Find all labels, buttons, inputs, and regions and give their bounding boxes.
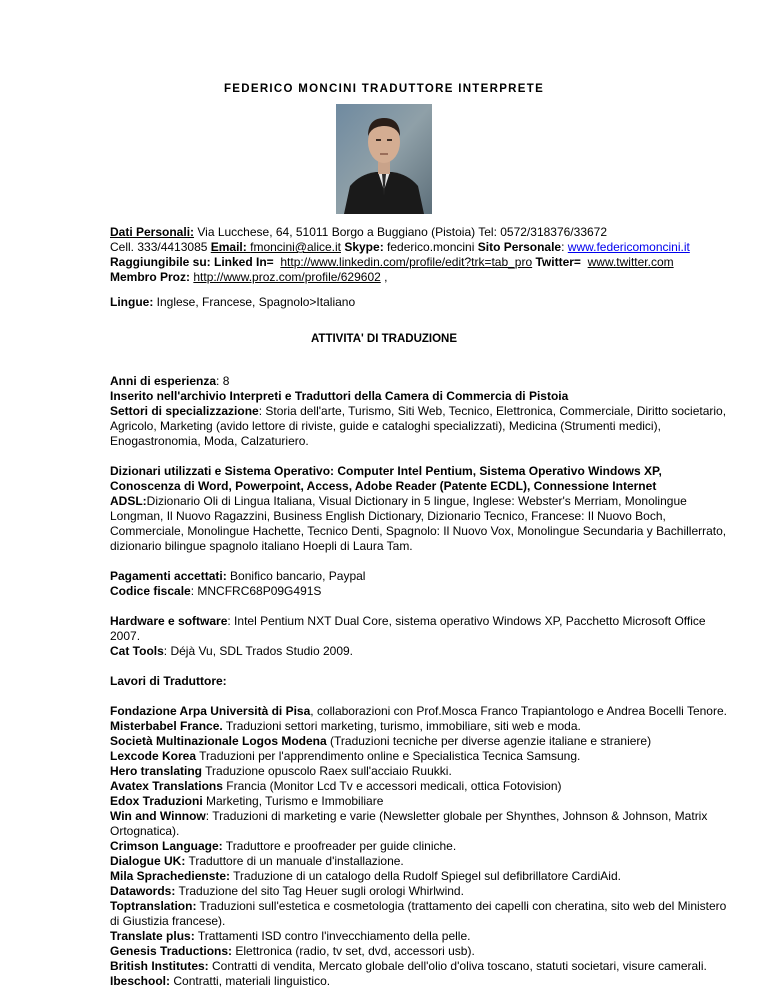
dictionaries-line-5: Commerciale, Monolingue Hachette, Tecnico Denti, Spagnolo: Il Nuovo Vox, Monolingue Secundaria y Bachillerrato, bbox=[110, 524, 727, 538]
work-item bbox=[110, 764, 722, 779]
work-description: Traduzione del sito Tag Heuer sugli orologi Whirlwind. bbox=[175, 884, 464, 898]
work-item bbox=[110, 899, 727, 914]
work-item bbox=[110, 974, 722, 989]
work-item bbox=[110, 944, 722, 959]
work-item bbox=[110, 734, 722, 749]
work-item bbox=[110, 839, 722, 854]
work-client: Crimson Language: bbox=[110, 839, 223, 853]
dictionaries-line-6: dizionario bilingue spagnolo italiano Hoepli di Laura Tam. bbox=[110, 539, 413, 553]
work-client: Mila Sprachedienste: bbox=[110, 869, 231, 883]
work-description: Trattamenti ISD contro l'invecchiamento della pelle. bbox=[194, 929, 471, 943]
cell-text: Cell. 333/4413085 bbox=[110, 240, 211, 254]
work-description: Traduttore e proofreader per guide cliniche. bbox=[222, 839, 457, 853]
work-description: : Traduzioni di marketing e varie (Newsletter globale per Shynthes, Johnson & Johnson, Matrix bbox=[205, 809, 708, 823]
dictionaries-line-2: Conoscenza di Word, Powerpoint, Access, Adobe Reader (Patente ECDL), Connessione Internet bbox=[110, 479, 657, 493]
work-client: Misterbabel France. bbox=[110, 719, 223, 733]
twitter-link[interactable]: www.twitter.com bbox=[587, 255, 674, 269]
proz-tail: , bbox=[380, 270, 388, 284]
work-description: Contratti, materiali linguistico. bbox=[170, 974, 331, 988]
work-description: (Traduzioni tecniche per diverse agenzie italiane e straniere) bbox=[326, 734, 652, 748]
work-item bbox=[110, 779, 722, 794]
work-description: Francia (Monitor Lcd Tv e accessori medicali, ottica Fotovision) bbox=[222, 779, 562, 793]
skype-text: federico.moncini bbox=[383, 240, 478, 254]
fiscal-label: Codice fiscale bbox=[110, 584, 191, 598]
work-client: Toptranslation: bbox=[110, 899, 197, 913]
languages-label: Lingue: bbox=[110, 295, 154, 309]
cat-label: Cat Tools bbox=[110, 644, 164, 658]
work-description-cont: di Giustizia francese). bbox=[110, 914, 226, 928]
hardware-line-2: 2007. bbox=[110, 629, 141, 643]
work-item bbox=[110, 854, 722, 869]
works-heading: Lavori di Traduttore: bbox=[110, 674, 227, 688]
twitter-label: Twitter= bbox=[532, 255, 581, 269]
work-client: Dialogue UK: bbox=[110, 854, 186, 868]
dictionaries-line-3: Dizionario Oli di Lingua Italiana, Visual Dictionary in 5 lingue, Inglese: Webster's Merriam, Monolingue bbox=[146, 494, 687, 508]
works-list bbox=[110, 704, 727, 989]
portrait-photo bbox=[336, 104, 432, 214]
sectors-line-2: Agricolo, Marketing (avido lettore di riviste, guide e cataloghi specializzati), Medicina (Strumenti medici), bbox=[110, 419, 661, 433]
work-item bbox=[110, 749, 722, 764]
work-description: Elettronica (radio, tv set, dvd, accessori usb). bbox=[232, 944, 475, 958]
work-client: Win and Winnow bbox=[110, 809, 206, 823]
work-client: Lexcode Korea bbox=[110, 749, 197, 763]
email-label: Email: bbox=[210, 240, 251, 254]
work-item bbox=[110, 704, 727, 719]
experience-label: Anni di esperienza bbox=[110, 374, 217, 388]
work-description: , collaborazioni con Prof.Mosca Franco Trapiantologo e Andrea Bocelli Tenore. bbox=[310, 704, 727, 718]
work-description: Traduttore di un manuale d'installazione. bbox=[185, 854, 404, 868]
reach-label: Raggiungibile su: Linked In= bbox=[110, 255, 274, 269]
work-client: Fondazione Arpa Università di Pisa bbox=[110, 704, 311, 718]
work-client: Genesis Traductions: bbox=[110, 944, 233, 958]
hardware-line-1: : Intel Pentium NXT Dual Core, sistema operativo Windows XP, Pacchetto Microsoft Office bbox=[227, 614, 706, 628]
work-client: Edox Traduzioni bbox=[110, 794, 203, 808]
work-item bbox=[110, 929, 722, 944]
archive-text: Inserito nell'archivio Interpreti e Traduttori della Camera di Commercia di Pistoia bbox=[110, 389, 569, 403]
work-description: Traduzione opuscolo Raex sull'acciaio Ruukki. bbox=[202, 764, 452, 778]
work-description: Contratti di vendita, Mercato globale dell'olio d'oliva toscano, statuti societari, visure camerali. bbox=[208, 959, 707, 973]
work-item bbox=[110, 809, 722, 824]
fiscal-value: : MNCFRC68P09G491S bbox=[190, 584, 322, 598]
work-item bbox=[110, 719, 722, 734]
portrait-icon bbox=[336, 104, 432, 214]
work-description: Marketing, Turismo e Immobiliare bbox=[202, 794, 384, 808]
languages bbox=[110, 295, 355, 310]
work-description: Traduzioni settori marketing, turismo, immobiliare, siti web e moda. bbox=[222, 719, 581, 733]
work-item bbox=[110, 869, 722, 884]
work-item bbox=[110, 959, 722, 974]
personal-label: Dati Personali: bbox=[110, 225, 195, 239]
dictionaries-adsl: ADSL: bbox=[110, 494, 147, 508]
work-item bbox=[110, 884, 722, 899]
dictionaries-line-4: Longman, Il Nuovo Ragazzini, Business English Dictionary, Dizionario Tecnico, Francese: Il Nuovo Boch, bbox=[110, 509, 666, 523]
payments-label: Pagamenti accettati: bbox=[110, 569, 227, 583]
page-title: FEDERICO MONCINI TRADUTTORE INTERPRETE bbox=[223, 83, 545, 95]
sectors-label: Settori di specializzazione bbox=[110, 404, 259, 418]
work-client: Avatex Translations bbox=[110, 779, 223, 793]
languages-value: Inglese, Francese, Spagnolo>Italiano bbox=[153, 295, 356, 309]
work-client: Translate plus: bbox=[110, 929, 195, 943]
personal-data bbox=[110, 225, 690, 285]
dictionaries-line-1: Dizionari utilizzati e Sistema Operativo: Computer Intel Pentium, Sistema Operativo Windows XP, bbox=[110, 464, 662, 478]
work-client: Datawords: bbox=[110, 884, 176, 898]
email-link[interactable]: fmoncini@alice.it bbox=[250, 240, 341, 254]
proz-label: Membro Proz: bbox=[110, 270, 191, 284]
address-text: Via Lucchese, 64, 51011 Borgo a Buggiano (Pistoia) Tel: 0572/318376/33672 bbox=[194, 225, 608, 239]
hardware-label: Hardware e software bbox=[110, 614, 228, 628]
payments-value: Bonifico bancario, Paypal bbox=[226, 569, 366, 583]
work-item bbox=[110, 794, 722, 809]
translation-details bbox=[110, 374, 727, 989]
work-description: Traduzioni per l'apprendimento online e Specialistica Tecnica Samsung. bbox=[196, 749, 581, 763]
cat-value: : Déjà Vu, SDL Trados Studio 2009. bbox=[163, 644, 354, 658]
sectors-line-3: Enogastronomia, Moda, Calzaturiero. bbox=[110, 434, 309, 448]
work-client: British Institutes: bbox=[110, 959, 209, 973]
section-heading: ATTIVITA' DI TRADUZIONE bbox=[310, 333, 458, 345]
skype-label: Skype: bbox=[341, 240, 384, 254]
proz-link[interactable]: http://www.proz.com/profile/629602 bbox=[193, 270, 381, 284]
work-description: Traduzione di un catalogo della Rudolf Spiegel sul defibrillatore CardiAid. bbox=[230, 869, 621, 883]
site-link[interactable]: www.federicomoncini.it bbox=[567, 240, 690, 254]
sectors-line-1: : Storia dell'arte, Turismo, Siti Web, Tecnico, Elettronica, Commerciale, Diritto societario, bbox=[258, 404, 727, 418]
site-label: Sito Personale bbox=[477, 240, 562, 254]
linkedin-link[interactable]: http://www.linkedin.com/profile/edit?trk=tab_pro bbox=[280, 255, 533, 269]
work-description: Traduzioni sull'estetica e cosmetologia (trattamento dei capelli con cheratina, sito web del Ministero bbox=[196, 899, 727, 913]
experience-value: : 8 bbox=[216, 374, 230, 388]
work-description-cont: Ortognatica). bbox=[110, 824, 180, 838]
work-client: Ibeschool: bbox=[110, 974, 171, 988]
site-colon: : bbox=[561, 240, 568, 254]
work-client: Hero translating bbox=[110, 764, 203, 778]
work-client: Società Multinazionale Logos Modena bbox=[110, 734, 327, 748]
